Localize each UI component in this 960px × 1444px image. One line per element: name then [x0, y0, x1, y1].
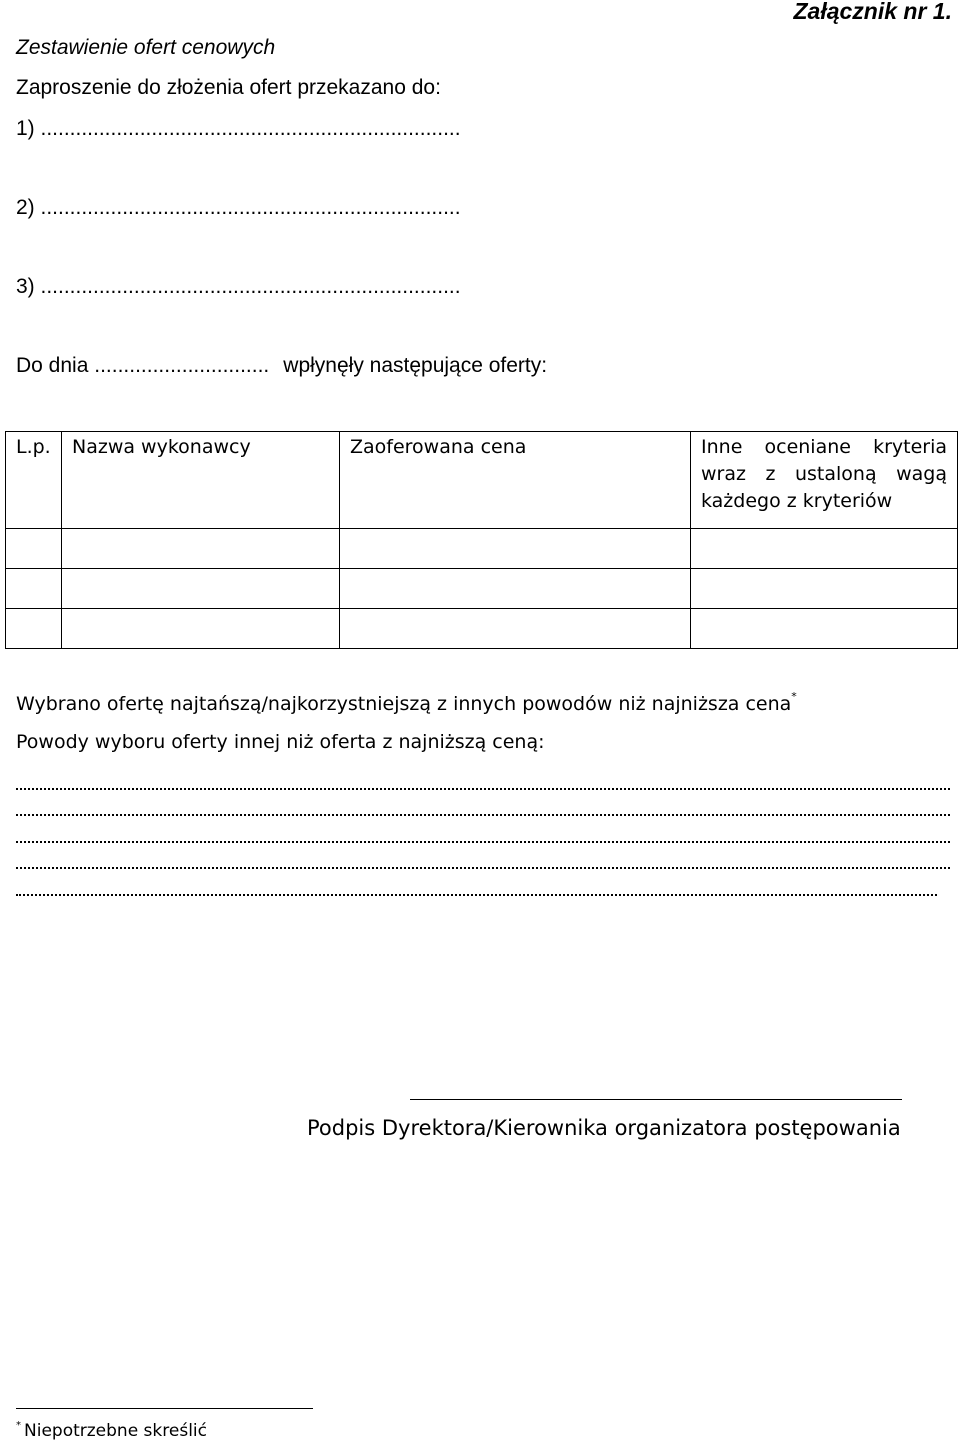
reasons-label: Powody wyboru oferty innej niż oferta z najniższą ceną: — [16, 731, 545, 753]
invitation-intro: Zaproszenie do złożenia ofert przekazano do: — [16, 76, 441, 99]
table-cell — [340, 569, 691, 609]
invitation-recipient-1: 1) ........................................................................ — [16, 117, 461, 140]
table-cell — [6, 529, 62, 569]
table-row — [6, 609, 958, 649]
reason-blank-line — [16, 841, 950, 843]
table-cell — [62, 569, 340, 609]
selection-text: Wybrano ofertę najtańszą/najkorzystniejszą z innych powodów niż najniższa cena — [16, 693, 792, 715]
footnote-text: Niepotrzebne skreślić — [24, 1421, 207, 1441]
document-title: Zestawienie ofert cenowych — [16, 36, 276, 59]
selection-footnote-mark: * — [791, 690, 797, 703]
table-cell — [691, 529, 958, 569]
table-cell — [340, 529, 691, 569]
deadline-blank: .............................. — [94, 354, 270, 377]
table-cell — [691, 609, 958, 649]
column-header-criteria: Inne oceniane kryteria wraz z ustaloną wagą każdego z kryteriów — [691, 432, 958, 529]
footnote-separator — [16, 1408, 313, 1409]
table-cell — [6, 569, 62, 609]
deadline-line — [16, 354, 547, 378]
invitation-recipient-2: 2) ........................................................................ — [16, 196, 461, 219]
reason-blank-line — [16, 867, 950, 869]
reason-blank-line — [16, 894, 937, 896]
footnote — [16, 1420, 207, 1441]
column-header-contractor: Nazwa wykonawcy — [62, 432, 340, 529]
offers-table-header — [6, 432, 958, 529]
signature-caption: Podpis Dyrektora/Kierownika organizatora postępowania — [307, 1116, 901, 1140]
signature-line — [410, 1099, 902, 1100]
table-cell — [62, 609, 340, 649]
table-cell — [6, 609, 62, 649]
offers-table — [5, 431, 958, 649]
deadline-suffix: wpłynęły następujące oferty: — [283, 354, 548, 377]
column-header-number: L.p. — [6, 432, 62, 529]
column-header-price: Zaoferowana cena — [340, 432, 691, 529]
table-cell — [691, 569, 958, 609]
deadline-prefix: Do dnia — [16, 354, 89, 377]
invitation-recipient-3: 3) ........................................................................ — [16, 275, 461, 298]
footnote-mark: * — [16, 1420, 21, 1431]
reason-blank-line — [16, 788, 950, 790]
table-cell — [62, 529, 340, 569]
table-cell — [340, 609, 691, 649]
selection-statement — [16, 690, 797, 715]
reason-blank-line — [16, 814, 950, 816]
table-row — [6, 529, 958, 569]
table-row — [6, 569, 958, 609]
attachment-label: Załącznik nr 1. — [793, 0, 952, 24]
